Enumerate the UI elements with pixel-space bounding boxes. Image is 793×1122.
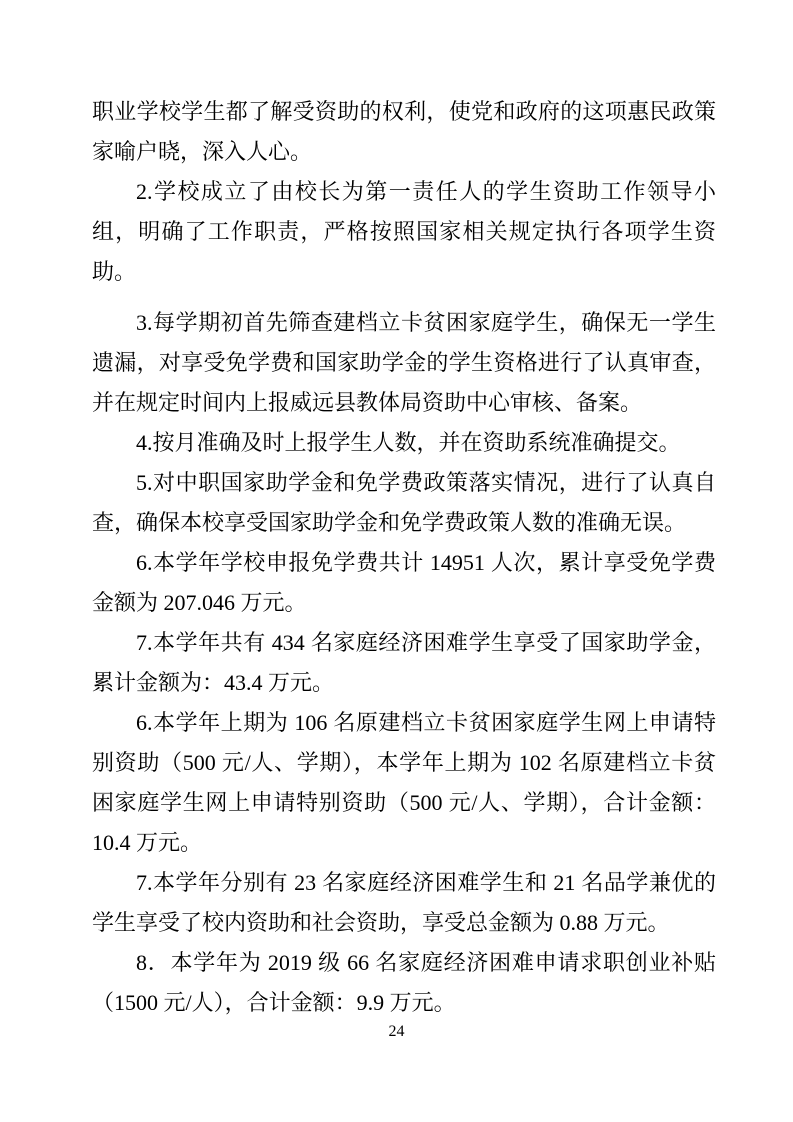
paragraph-item-8: 8．本学年为 2019 级 66 名家庭经济困难申请求职创业补贴（1500 元/人），合计金额：9.9 万元。 bbox=[92, 950, 716, 1015]
paragraph-item-6b: 6.本学年上期为 106 名原建档立卡贫困家庭学生网上申请特别资助（500 元/人、学期），本学年上期为 102 名原建档立卡贫困家庭学生网上申请特别资助（500 元/人、学期），合计金额：10.4 万元。 bbox=[92, 710, 716, 855]
paragraph-item-3: 3.每学期初首先筛查建档立卡贫困家庭学生，确保无一学生遗漏，对享受免学费和国家助学金的学生资格进行了认真审查，并在规定时间内上报威远县教体局资助中心审核、备案。 bbox=[92, 310, 716, 415]
paragraph-item-7b: 7.本学年分别有 23 名家庭经济困难学生和 21 名品学兼优的学生享受了校内资助和社会资助，享受总金额为 0.88 万元。 bbox=[92, 870, 716, 935]
page-number: 24 bbox=[388, 1023, 405, 1040]
paragraph-continuation: 职业学校学生都了解受资助的权利，使党和政府的这项惠民政策家喻户晓，深入人心。 bbox=[92, 99, 716, 164]
paragraph-item-2: 2.学校成立了由校长为第一责任人的学生资助工作领导小组，明确了工作职责，严格按照国家相关规定执行各项学生资助。 bbox=[92, 179, 716, 284]
paragraph-item-5: 5.对中职国家助学金和免学费政策落实情况，进行了认真自查，确保本校享受国家助学金和免学费政策人数的准确无误。 bbox=[92, 470, 716, 535]
paragraph-item-6: 6.本学年学校申报免学费共计 14951 人次，累计享受免学费金额为 207.046 万元。 bbox=[92, 550, 716, 615]
paragraph-item-4: 4.按月准确及时上报学生人数，并在资助系统准确提交。 bbox=[136, 430, 681, 455]
document-body-text bbox=[92, 92, 716, 1023]
paragraph-item-7: 7.本学年共有 434 名家庭经济困难学生享受了国家助学金，累计金额为：43.4 万元。 bbox=[92, 630, 716, 695]
